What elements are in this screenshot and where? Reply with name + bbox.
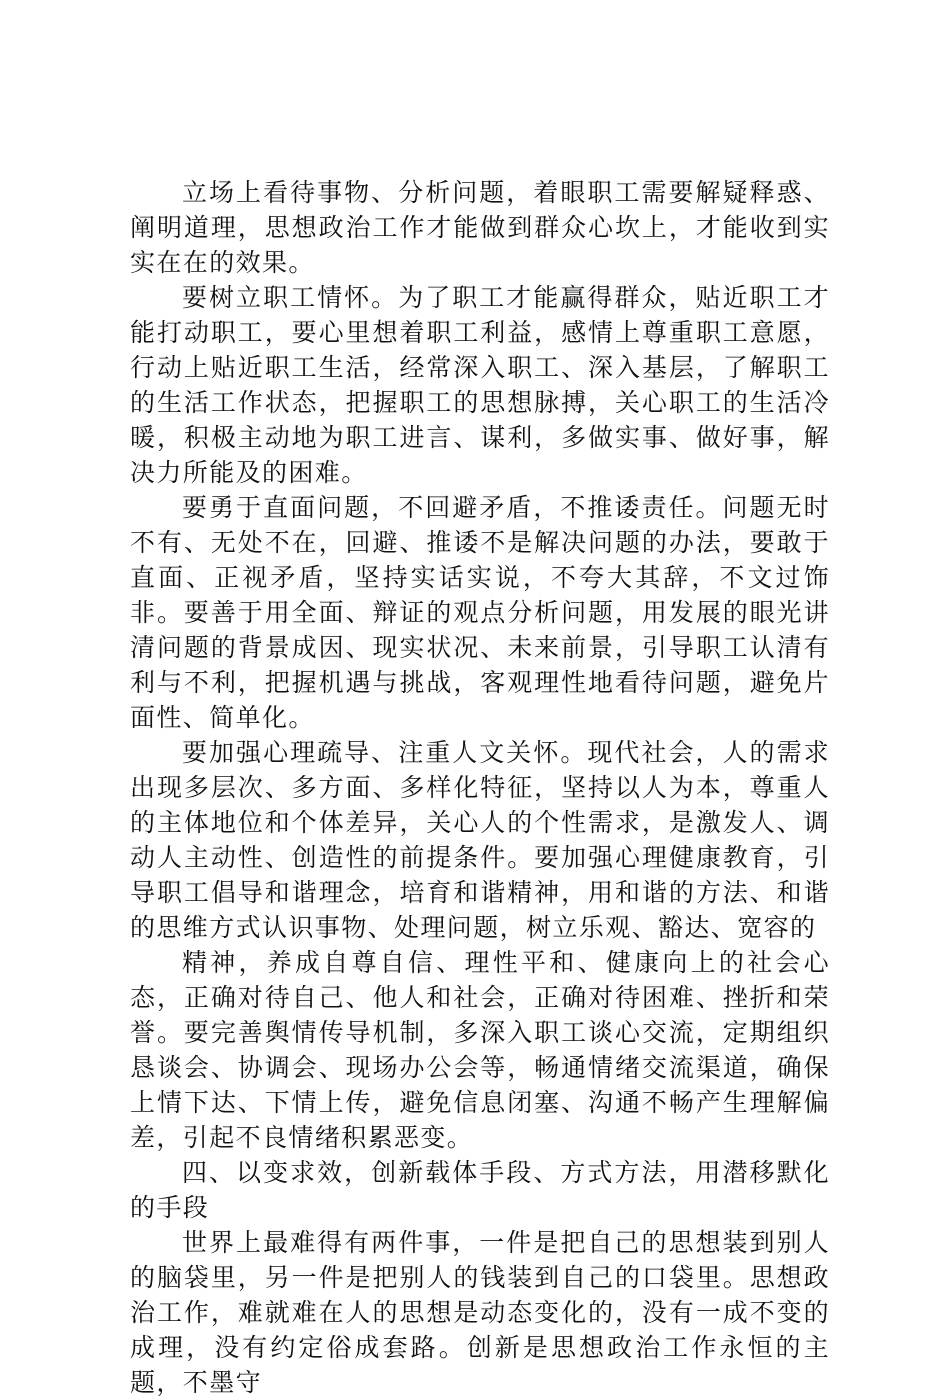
paragraph-2: 要树立职工情怀。为了职工才能赢得群众，贴近职工才能打动职工，要心里想着职工利益，感情上尊重职工意愿，行动上贴近职工生活，经常深入职工、深入基层，了解职工的生活工作状态，把握职工的思想脉搏，关心职工的生活冷暖，积极主动地为职工进言、谋利，多做实事、做好事，解决力所能及的困难。: [130, 283, 830, 487]
paragraph-3: 要勇于直面问题，不回避矛盾，不推诿责任。问题无时不有、无处不在，回避、推诿不是解决问题的办法，要敢于直面、正视矛盾，坚持实话实说，不夸大其辞，不文过饰非。要善于用全面、辩证的观点分析问题，用发展的眼光讲清问题的背景成因、现实状况、未来前景，引导职工认清有利与不利，把握机遇与挑战，客观理性地看待问题，避免片面性、简单化。: [130, 493, 830, 732]
paragraph-5: 精神，养成自尊自信、理性平和、健康向上的社会心态，正确对待自己、他人和社会，正确对待困难、挫折和荣誉。要完善舆情传导机制，多深入职工谈心交流，定期组织恳谈会、协调会、现场办公会等，畅通情绪交流渠道，确保上情下达、下情上传，避免信息闭塞、沟通不畅产生理解偏差，引起不良情绪积累恶变。: [130, 948, 830, 1152]
paragraph-7: 世界上最难得有两件事，一件是把自己的思想装到别人的脑袋里，另一件是把别人的钱装到自己的口袋里。思想政治工作，难就难在人的思想是动态变化的，没有一成不变的成理，没有约定俗成套路。创新是思想政治工作永恒的主题，不墨守: [130, 1228, 830, 1397]
paragraph-1: 立场上看待事物、分析问题，着眼职工需要解疑释惑、阐明道理，思想政治工作才能做到群众心坎上，才能收到实实在在的效果。: [130, 178, 830, 277]
paragraph-4: 要加强心理疏导、注重人文关怀。现代社会，人的需求出现多层次、多方面、多样化特征，坚持以人为本，尊重人的主体地位和个体差异，关心人的个性需求，是激发人、调动人主动性、创造性的前提条件。要加强心理健康教育，引导职工倡导和谐理念，培育和谐精神，用和谐的方法、和谐的思维方式认识事物、处理问题，树立乐观、豁达、宽容的: [130, 738, 830, 942]
section-heading-4: 四、以变求效，创新载体手段、方式方法，用潜移默化的手段: [130, 1158, 830, 1222]
document-page: [130, 175, 830, 1400]
